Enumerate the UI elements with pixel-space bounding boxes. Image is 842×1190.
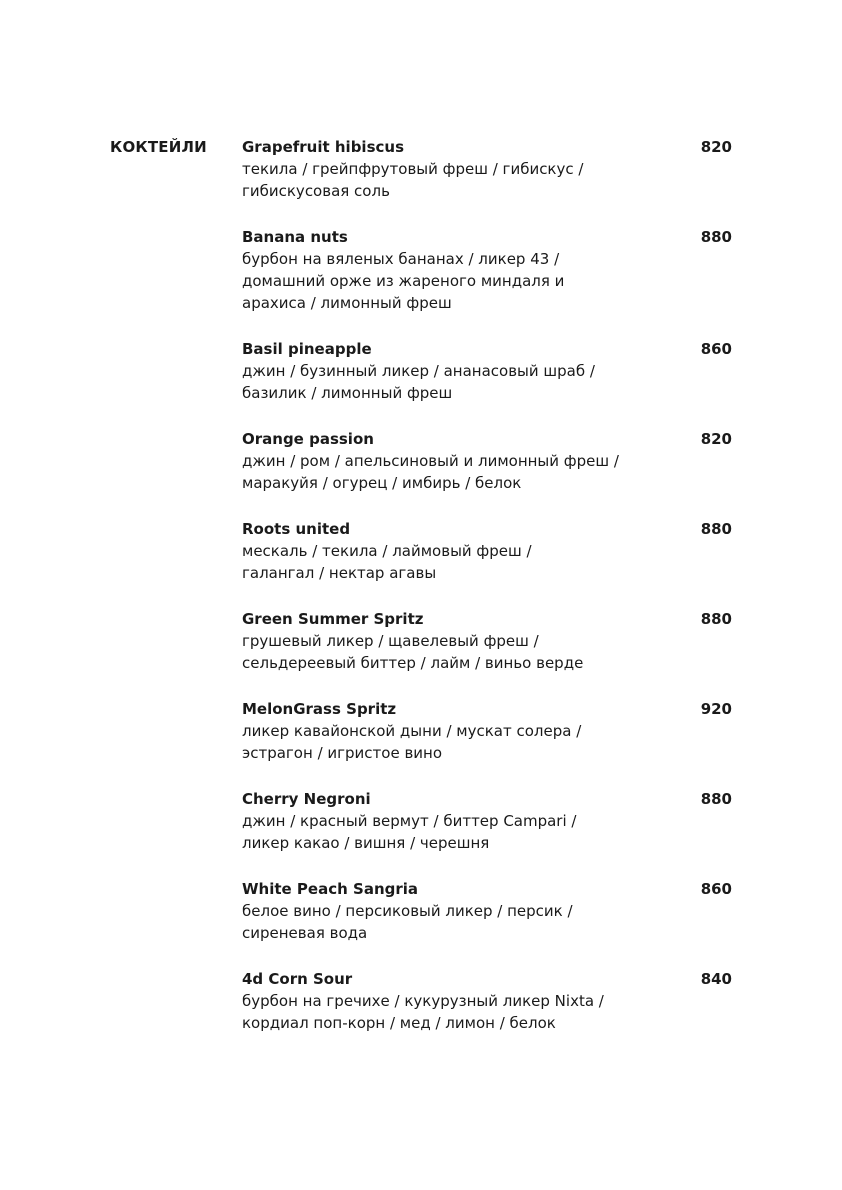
item-name: Roots united bbox=[242, 520, 351, 538]
item-name: White Peach Sangria bbox=[242, 880, 419, 898]
description-line: ликер какао / вишня / черешня bbox=[242, 834, 490, 852]
menu-item bbox=[242, 608, 734, 698]
description-line: ликер кавайонской дыни / мускат солера / bbox=[242, 722, 582, 740]
menu-item bbox=[242, 338, 734, 428]
item-name: Green Summer Spritz bbox=[242, 610, 424, 628]
item-price: 880 bbox=[700, 228, 732, 246]
description-line: мескаль / текила / лаймовый фреш / bbox=[242, 542, 532, 560]
item-name: 4d Corn Sour bbox=[242, 970, 353, 988]
description-line: текила / грейпфрутовый фреш / гибискус / bbox=[242, 160, 584, 178]
item-description bbox=[242, 810, 662, 854]
item-description bbox=[242, 450, 662, 494]
item-price: 820 bbox=[700, 138, 732, 156]
item-price: 880 bbox=[700, 520, 732, 538]
menu-item bbox=[242, 518, 734, 608]
description-line: базилик / лимонный фреш bbox=[242, 384, 453, 402]
description-line: гибискусовая соль bbox=[242, 182, 390, 200]
item-price: 820 bbox=[700, 430, 732, 448]
item-name: Grapefruit hibiscus bbox=[242, 138, 405, 156]
item-description bbox=[242, 248, 662, 314]
item-name: Basil pineapple bbox=[242, 340, 372, 358]
description-line: джин / бузинный ликер / ананасовый шраб / bbox=[242, 362, 595, 380]
description-line: сельдереевый биттер / лайм / виньо верде bbox=[242, 654, 584, 672]
item-price: 860 bbox=[700, 340, 732, 358]
menu-item bbox=[242, 968, 734, 1058]
description-line: домашний орже из жареного миндаля и bbox=[242, 272, 565, 290]
item-description bbox=[242, 990, 662, 1034]
item-description bbox=[242, 630, 662, 674]
description-line: бурбон на гречихе / кукурузный ликер Nixta / bbox=[242, 992, 604, 1010]
description-line: кордиал поп-корн / мед / лимон / белок bbox=[242, 1014, 556, 1032]
menu-item bbox=[242, 136, 734, 226]
item-price: 920 bbox=[700, 700, 732, 718]
item-price: 880 bbox=[700, 610, 732, 628]
item-description bbox=[242, 720, 662, 764]
description-line: эстрагон / игристое вино bbox=[242, 744, 443, 762]
item-name: Cherry Negroni bbox=[242, 790, 371, 808]
description-line: грушевый ликер / щавелевый фреш / bbox=[242, 632, 539, 650]
item-description bbox=[242, 900, 662, 944]
description-line: джин / красный вермут / биттер Campari / bbox=[242, 812, 577, 830]
description-line: галангал / нектар агавы bbox=[242, 564, 437, 582]
item-description bbox=[242, 540, 662, 584]
item-name: MelonGrass Spritz bbox=[242, 700, 397, 718]
description-line: сиреневая вода bbox=[242, 924, 368, 942]
item-price: 840 bbox=[700, 970, 732, 988]
item-name: Orange passion bbox=[242, 430, 374, 448]
description-line: джин / ром / апельсиновый и лимонный фреш / bbox=[242, 452, 619, 470]
menu-list bbox=[242, 136, 734, 1058]
menu-item bbox=[242, 428, 734, 518]
description-line: маракуйя / огурец / имбирь / белок bbox=[242, 474, 522, 492]
description-line: бурбон на вяленых бананах / ликер 43 / bbox=[242, 250, 560, 268]
item-price: 880 bbox=[700, 790, 732, 808]
menu-item bbox=[242, 878, 734, 968]
description-line: белое вино / персиковый ликер / персик / bbox=[242, 902, 573, 920]
description-line: арахиса / лимонный фреш bbox=[242, 294, 452, 312]
item-name: Banana nuts bbox=[242, 228, 348, 246]
menu-item bbox=[242, 226, 734, 338]
menu-item bbox=[242, 788, 734, 878]
item-description bbox=[242, 158, 662, 202]
item-price: 860 bbox=[700, 880, 732, 898]
section-title: КОКТЕЙЛИ bbox=[110, 138, 207, 156]
menu-item bbox=[242, 698, 734, 788]
item-description bbox=[242, 360, 662, 404]
